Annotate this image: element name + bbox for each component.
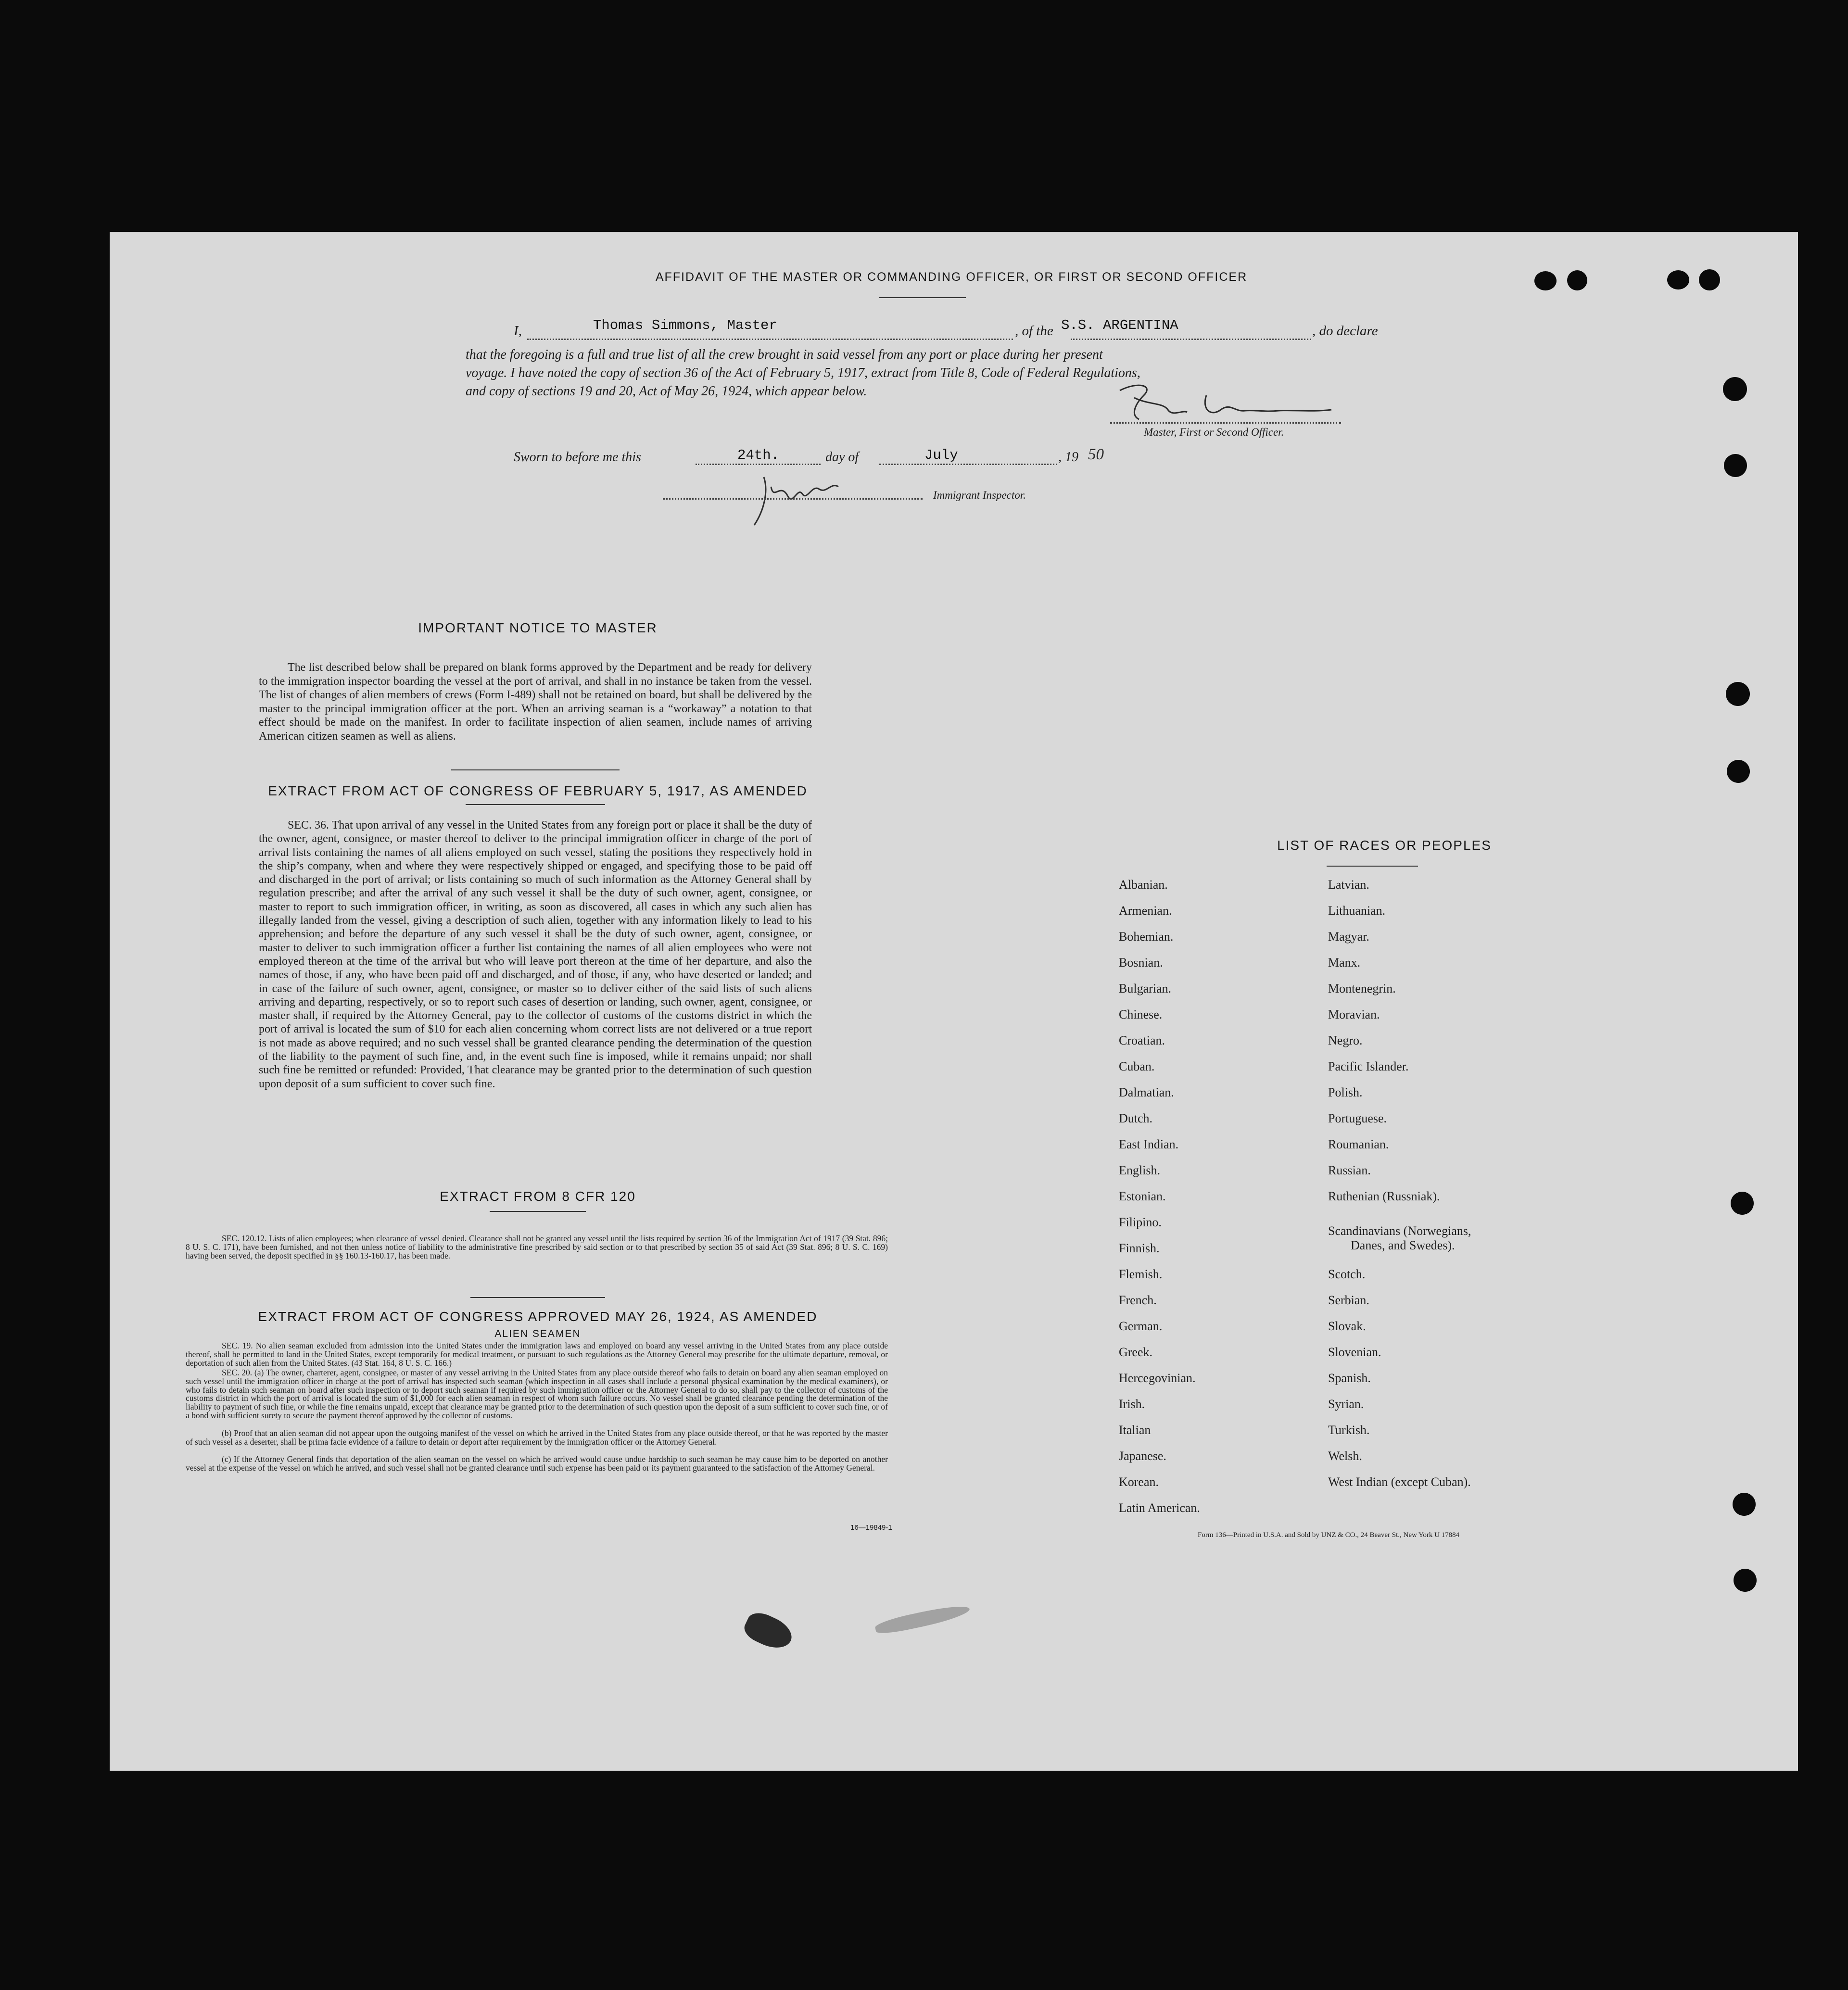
- race-left-19: Greek.: [1119, 1345, 1153, 1359]
- form-code: 16—19849-1: [850, 1524, 892, 1532]
- race-right-21: Syrian.: [1328, 1397, 1364, 1411]
- extract-1924-sec20a: SEC. 20. (a) The owner, charterer, agent, consignee, or master of any vessel arriving in the United States from any place outside thereof who fails to detain on board any alien seaman employed on such vessel until the immigration officer in charge at the port of arrival has inspected such seaman (which inspection in all cases shall include a personal physical examination by the medical examiners), or who fails to detain such seaman on board after such inspection or to deport such seaman if required by such immigration officer or the Attorney General to do so, shall pay to the collector of customs of the customs district in which the port of arrival is located the sum of $1,000 for each alien seaman in respect of whom such failure occurs. No vessel shall be granted clearance pending the determination of the liability to payment of such fine, or while the fine remains unpaid, except that clearance may be granted prior to the determination of such question upon the deposit of a sum sufficient to cover such fine, or of a bond with sufficient surety to secure the payment thereof approved by the collector of customs.: [186, 1368, 888, 1420]
- race-right-4: Manx.: [1328, 956, 1361, 970]
- extract-1924-sec20b: (b) Proof that an alien seaman did not appear upon the outgoing manifest of the vessel on which he arrived in the United States from any place outside thereof, or that he was reported by the master of such vessel as a deserter, shall be prima facie evidence of a failure to detain or deport after requirement by the immigration officer or the Attorney General.: [186, 1428, 888, 1447]
- extract-1924-sec19: SEC. 19. No alien seaman excluded from admission into the United States under the immigration laws and employed on board any vessel arriving in the United States from any place outside thereof, shall be permitted to land in the United States, except temporarily for medical treatment, or pursuant to such regulations as the Attorney General may prescribe for the ultimate departure, removal, or deportation of such alien from the United States. (43 Stat. 164, 8 U. S. C. 166.): [186, 1341, 888, 1368]
- race-right-7: Negro.: [1328, 1033, 1363, 1047]
- race-right-2: Lithuanian.: [1328, 904, 1386, 918]
- affidavit-line-4: and copy of sections 19 and 20, Act of May 26, 1924, which appear below.: [466, 384, 867, 399]
- title-divider: [879, 297, 966, 298]
- race-right-16: Scotch.: [1328, 1267, 1366, 1281]
- punch-hole: [1724, 454, 1747, 477]
- race-right-1: Latvian.: [1328, 878, 1369, 892]
- punch-hole: [1534, 271, 1557, 290]
- punch-hole: [1567, 270, 1587, 290]
- races-title: LIST OF RACES OR PEOPLES: [1277, 838, 1492, 853]
- extract-1917-body: SEC. 36. That upon arrival of any vessel in the United States from any foreign port or place it shall be the duty of the owner, agent, consignee, or master thereof to deliver to the principal immigration officer in charge of the port of arrival lists containing the names of all aliens employed on such vessel, stating the positions they respectively hold in the ship’s company, when and where they were respectively shipped or engaged, and specifying those to be paid off and discharged in the port of arrival; or lists containing so much of such information as the Attorney General shall by regulation prescribe; and after the arrival of any such vessel it shall be the duty of such owner, agent, consignee, or master to report to such immigration officer, in writing, as soon as discovered, all cases in which any such alien has illegally landed from the vessel, giving a description of such alien, together with any information likely to lead to his apprehension; and before the departure of any such vessel it shall be the duty of such owner, agent, consignee, or master to deliver to such immigration officer a further list containing the names of all alien employees who were not employed thereon at the time of the arrival but who will leave port thereon at the time of her departure, and also the names of those, if any, who have been paid off and discharged, and of those, if any, who have deserted or landed; and in case of the failure of such owner, agent, consignee, or master so to deliver either of the said lists of such aliens arriving and departing, respectively, or so to report such cases of desertion or landing, such owner, agent, consignee, or master shall, if required by the Attorney General, pay to the collector of customs of the customs district in which the port of arrival is located the sum of $10 for each alien concerning whom correct lists are not delivered or a true report is not made as above required; and no such vessel shall be granted clearance pending the determination of the question of the liability to the payment of such fine, and, in the event such fine is imposed, while it remains unpaid; nor shall such fine be remitted or refunded: Provided, That clearance may be granted prior to the determination of such question upon deposit of a sum sufficient to cover such fine.: [259, 819, 812, 1090]
- do-declare-label: , do declare: [1312, 323, 1378, 339]
- race-left-21: Irish.: [1119, 1397, 1145, 1411]
- race-right-22: Turkish.: [1328, 1423, 1370, 1437]
- extract-1917-title: EXTRACT FROM ACT OF CONGRESS OF FEBRUARY 5, 1917, AS AMENDED: [268, 783, 808, 798]
- punch-hole: [1734, 1569, 1757, 1592]
- race-left-22: Italian: [1119, 1423, 1151, 1437]
- race-left-14: Filipino.: [1119, 1215, 1162, 1229]
- month-line: [879, 464, 1057, 465]
- race-left-11: East Indian.: [1119, 1137, 1179, 1151]
- year-prefix: , 19: [1058, 450, 1078, 465]
- race-right-17: Serbian.: [1328, 1293, 1369, 1307]
- race-left-16: Flemish.: [1119, 1267, 1163, 1281]
- race-left-2: Armenian.: [1119, 904, 1172, 918]
- affidavit-line-3: voyage. I have noted the copy of section 36 of the Act of February 5, 1917, extract from Title 8, Code of Federal Regulations,: [466, 365, 1140, 380]
- race-left-7: Croatian.: [1119, 1033, 1165, 1047]
- race-right-6: Moravian.: [1328, 1008, 1380, 1021]
- master-signature: [1110, 376, 1341, 429]
- race-left-4: Bosnian.: [1119, 956, 1163, 970]
- race-left-20: Hercegovinian.: [1119, 1371, 1196, 1385]
- race-right-5: Montenegrin.: [1328, 982, 1396, 995]
- extract-1924-subtitle: ALIEN SEAMEN: [494, 1328, 581, 1339]
- affidavit-i-label: I,: [514, 323, 522, 339]
- punch-hole: [1726, 682, 1750, 706]
- master-name-line: [527, 339, 1013, 340]
- inspector-caption: Immigrant Inspector.: [933, 489, 1026, 501]
- race-left-9: Dalmatian.: [1119, 1085, 1174, 1099]
- punch-hole: [1733, 1493, 1756, 1516]
- race-right-12: Russian.: [1328, 1163, 1371, 1177]
- race-right-11: Roumanian.: [1328, 1137, 1389, 1151]
- race-right-13: Ruthenian (Russniak).: [1328, 1189, 1440, 1203]
- month-value: July: [924, 447, 958, 463]
- race-left-17: French.: [1119, 1293, 1157, 1307]
- punch-hole: [1667, 270, 1689, 290]
- race-right-19: Slovenian.: [1328, 1345, 1381, 1359]
- race-right-20: Spanish.: [1328, 1371, 1371, 1385]
- extract-cfr-body: SEC. 120.12. Lists of alien employees; when clearance of vessel denied. Clearance shall not be granted any vessel until the lists required by section 36 of the Immigration Act of 1917 (39 Stat. 896; 8 U. S. C. 171), have been furnished, and not then unless notice of liability to the administrative fine prescribed by said section or to that prescribed by section 35 of said Act (39 Stat. 896; 8 U. S. C. 169) having been served, the deposit specified in §§ 160.13-160.17, has been made.: [186, 1234, 888, 1260]
- race-right-15: Danes, and Swedes).: [1351, 1238, 1455, 1252]
- day-value: 24th.: [737, 447, 780, 463]
- divider-2: [466, 804, 605, 805]
- inspector-line: [663, 498, 923, 500]
- race-right-24: West Indian (except Cuban).: [1328, 1475, 1471, 1489]
- divider-3: [490, 1211, 586, 1212]
- document-page: [110, 232, 1798, 1771]
- sworn-label: Sworn to before me this: [514, 450, 641, 465]
- master-name-value: Thomas Simmons, Master: [593, 317, 777, 333]
- day-line: [696, 464, 821, 465]
- signature-caption: Master, First or Second Officer.: [1144, 426, 1284, 438]
- race-right-8: Pacific Islander.: [1328, 1059, 1409, 1073]
- races-divider: [1327, 866, 1418, 867]
- signature-line: [1110, 422, 1341, 424]
- notice-body: The list described below shall be prepared on blank forms approved by the Department and be ready for delivery to the immigration inspector boarding the vessel at the port of arrival, and shall in no instance be taken from the vessel. The list of changes of alien members of crews (Form I-489) shall not be retained on board, but shall be delivered by the master to the principal immigration officer at the port. When an arriving seaman is a “workaway” a notation to that effect should be made on the manifest. In order to facilitate inspection of alien seamen, include names of arriving American citizen seamen as well as aliens.: [259, 661, 812, 743]
- race-left-23: Japanese.: [1119, 1449, 1166, 1463]
- extract-cfr-title: EXTRACT FROM 8 CFR 120: [440, 1189, 636, 1204]
- year-value: 50: [1088, 446, 1104, 463]
- of-the-label: , of the: [1015, 323, 1053, 339]
- race-left-13: Estonian.: [1119, 1189, 1166, 1203]
- race-left-8: Cuban.: [1119, 1059, 1155, 1073]
- printer-footer: Form 136—Printed in U.S.A. and Sold by UNZ & CO., 24 Beaver St., New York U 17884: [1198, 1531, 1460, 1539]
- race-right-18: Slovak.: [1328, 1319, 1366, 1333]
- punch-hole: [1723, 377, 1747, 401]
- extract-1924-sec20c: (c) If the Attorney General finds that deportation of the alien seaman on the vessel on which he arrived would cause undue hardship to such seaman he may cause him to be deported on another vessel at the expense of the vessel on which he arrived, and such vessel shall not be granted clearance until such expense has been paid or its payment guaranteed to the satisfaction of the Attorney General.: [186, 1454, 888, 1473]
- race-left-18: German.: [1119, 1319, 1163, 1333]
- race-left-6: Chinese.: [1119, 1008, 1163, 1021]
- race-left-25: Latin American.: [1119, 1501, 1200, 1515]
- ink-smudge: [874, 1602, 971, 1637]
- punch-hole: [1731, 1192, 1754, 1215]
- race-left-1: Albanian.: [1119, 878, 1168, 892]
- divider-1: [451, 769, 620, 770]
- race-left-15: Finnish.: [1119, 1241, 1160, 1255]
- extract-1924-title: EXTRACT FROM ACT OF CONGRESS APPROVED MAY 26, 1924, AS AMENDED: [258, 1309, 818, 1324]
- race-left-5: Bulgarian.: [1119, 982, 1172, 995]
- affidavit-line-2: that the foregoing is a full and true list of all the crew brought in said vessel from any port or place during her present: [466, 347, 1103, 362]
- race-left-24: Korean.: [1119, 1475, 1159, 1489]
- notice-title: IMPORTANT NOTICE TO MASTER: [418, 620, 658, 635]
- ink-smudge: [741, 1608, 797, 1655]
- punch-hole: [1699, 269, 1720, 290]
- race-left-3: Bohemian.: [1119, 930, 1174, 944]
- race-right-3: Magyar.: [1328, 930, 1369, 944]
- affidavit-title: AFFIDAVIT OF THE MASTER OR COMMANDING OFFICER, OR FIRST OR SECOND OFFICER: [655, 270, 1248, 284]
- day-of-label: day of: [825, 450, 859, 465]
- vessel-name-value: S.S. ARGENTINA: [1061, 317, 1178, 333]
- vessel-name-line: [1071, 339, 1311, 340]
- race-right-10: Portuguese.: [1328, 1111, 1387, 1125]
- race-left-12: English.: [1119, 1163, 1160, 1177]
- race-left-10: Dutch.: [1119, 1111, 1153, 1125]
- divider-4: [470, 1297, 605, 1298]
- punch-hole: [1727, 760, 1750, 783]
- race-right-9: Polish.: [1328, 1085, 1363, 1099]
- race-right-23: Welsh.: [1328, 1449, 1362, 1463]
- race-right-14: Scandinavians (Norwegians,: [1328, 1224, 1471, 1238]
